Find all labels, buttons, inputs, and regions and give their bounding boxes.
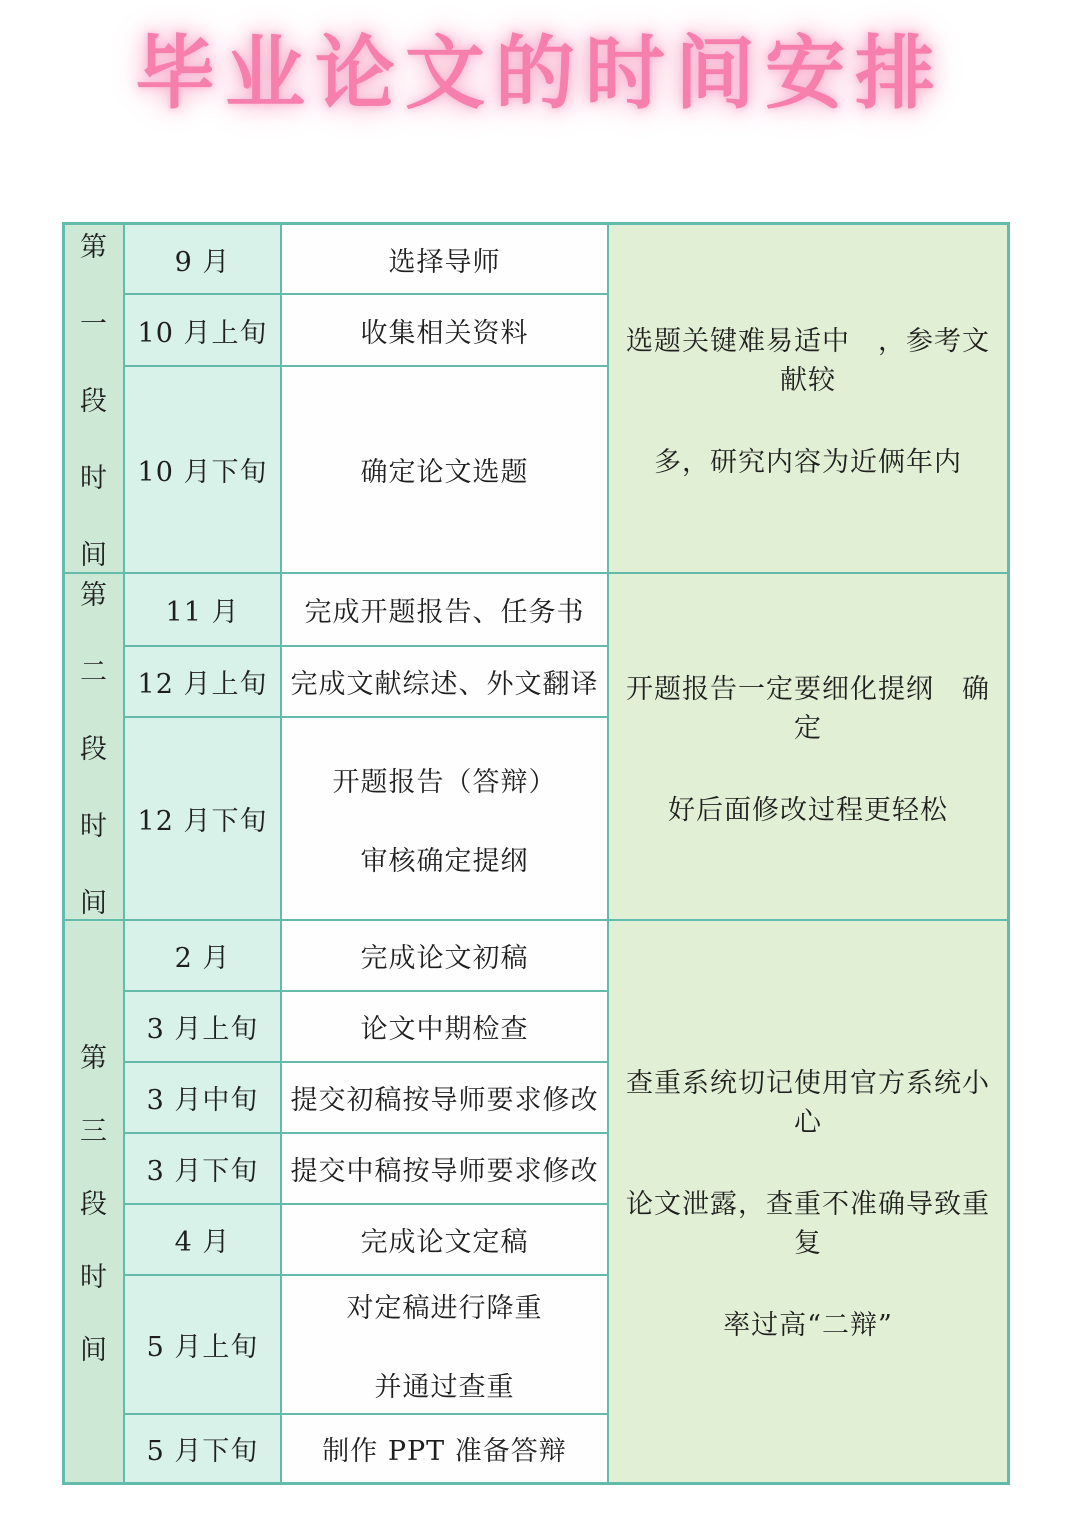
month-cell: 12 月下旬	[125, 718, 280, 919]
month-cell: 5 月上旬	[125, 1276, 280, 1413]
note-line: 率过高“二辩”	[723, 1310, 893, 1341]
stage-char: 三	[80, 1116, 108, 1147]
stage-char: 第	[80, 1043, 108, 1074]
task-line: 论文中期检查	[360, 1014, 529, 1045]
stage-char: 第	[80, 232, 108, 263]
task-line: 对定稿进行降重	[346, 1292, 543, 1324]
stage-char: 段	[80, 734, 108, 765]
task-cell	[282, 295, 607, 365]
task-cell	[282, 1063, 607, 1132]
task-line: 收集相关资料	[360, 317, 529, 349]
month-cell: 10 月下旬	[125, 367, 280, 572]
note-line: 查重系统切记使用官方系统小心	[626, 1068, 990, 1138]
month-cell: 9 月	[125, 225, 280, 293]
task-line: 选择导师	[388, 246, 501, 278]
stage-1-section	[65, 225, 1007, 572]
stage-cell	[65, 225, 123, 572]
notes-cell	[609, 574, 1007, 919]
stage-char: 二	[80, 657, 108, 688]
note-line: 选题关键难易适中 ，参考文献较	[626, 325, 990, 396]
task-line: 完成文献综述、外文翻译	[290, 669, 599, 700]
task-cell	[282, 574, 607, 645]
thesis-schedule-table	[62, 222, 1010, 1485]
note-line: 多，研究内容为近俩年内	[654, 446, 962, 478]
task-line: 完成论文初稿	[360, 943, 529, 974]
notes-cell	[609, 921, 1007, 1482]
task-line: 并通过查重	[374, 1371, 515, 1403]
month-cell: 12 月上旬	[125, 647, 280, 716]
month-cell: 4 月	[125, 1205, 280, 1274]
task-line: 完成论文定稿	[360, 1227, 529, 1258]
notes-cell	[609, 225, 1007, 572]
note-line: 好后面修改过程更轻松	[668, 794, 948, 826]
task-cell	[282, 1134, 607, 1203]
stage-char: 第	[80, 580, 108, 611]
task-cell	[282, 647, 607, 716]
task-line: 完成开题报告、任务书	[304, 597, 585, 628]
stage-char: 时	[80, 811, 108, 842]
task-line: 开题报告（答辩）	[332, 766, 557, 798]
task-cell	[282, 1205, 607, 1274]
task-line: 提交中稿按导师要求修改	[290, 1156, 599, 1187]
note-line: 开题报告一定要细化提纲 确定	[626, 673, 990, 744]
task-line: 审核确定提纲	[360, 845, 529, 877]
stage-cell	[65, 574, 123, 919]
task-line: 提交初稿按导师要求修改	[290, 1085, 599, 1116]
page-title: 毕业论文的时间安排	[135, 27, 945, 120]
task-cell	[282, 992, 607, 1061]
stage-char: 一	[80, 309, 108, 340]
task-cell	[282, 921, 607, 990]
stage-cell	[65, 921, 123, 1482]
month-cell: 11 月	[125, 574, 280, 645]
task-cell	[282, 1415, 607, 1482]
stage-char: 间	[80, 1335, 108, 1366]
month-cell: 5 月下旬	[125, 1415, 280, 1482]
stage-char: 间	[80, 540, 108, 571]
month-cell: 3 月下旬	[125, 1134, 280, 1203]
task-cell	[282, 1276, 607, 1413]
stage-char: 段	[80, 1189, 108, 1220]
task-cell	[282, 225, 607, 293]
month-cell: 3 月中旬	[125, 1063, 280, 1132]
month-cell: 3 月上旬	[125, 992, 280, 1061]
month-cell: 10 月上旬	[125, 295, 280, 365]
stage-3-section	[65, 921, 1007, 1482]
stage-char: 时	[80, 1262, 108, 1293]
note-line: 论文泄露，查重不准确导致重复	[626, 1189, 990, 1259]
task-cell	[282, 718, 607, 919]
stage-2-section	[65, 574, 1007, 919]
task-cell	[282, 367, 607, 572]
task-line: 确定论文选题	[360, 457, 529, 488]
stage-char: 间	[80, 888, 108, 919]
month-cell: 2 月	[125, 921, 280, 990]
stage-char: 段	[80, 386, 108, 417]
task-line: 制作 PPT 准备答辩	[322, 1436, 567, 1467]
stage-char: 时	[80, 463, 108, 494]
